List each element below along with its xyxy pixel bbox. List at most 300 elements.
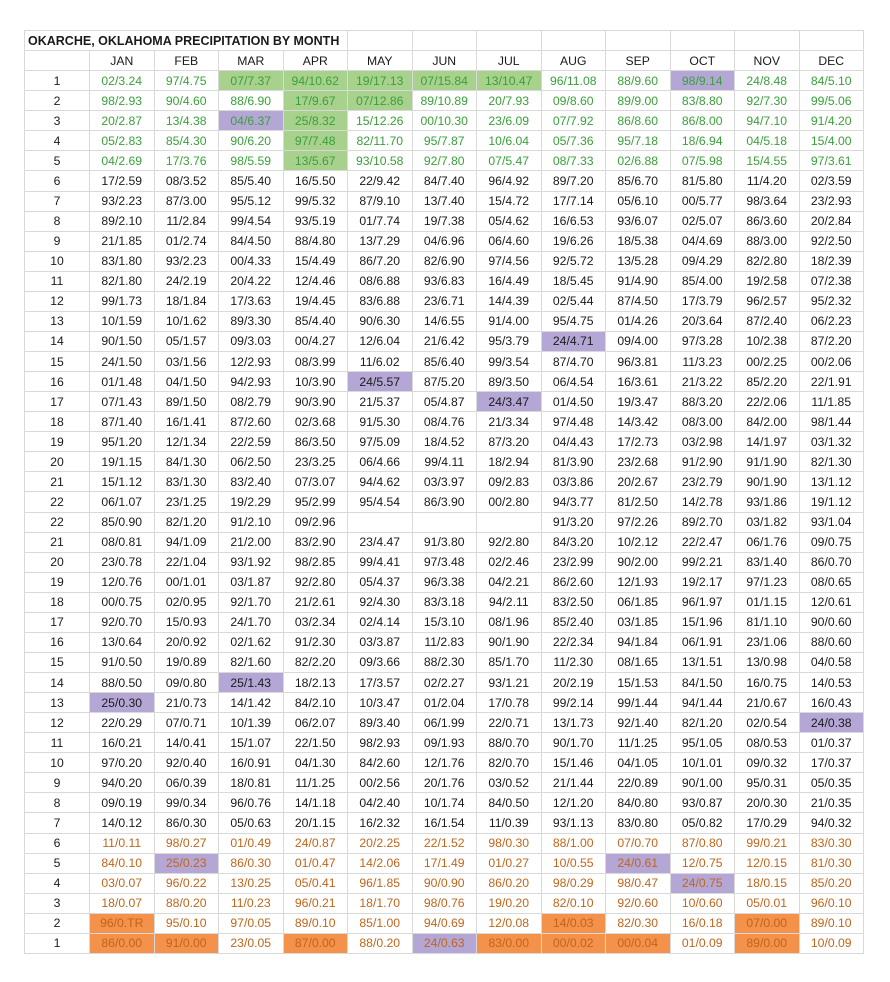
data-cell[interactable]: 94/1.84 <box>606 632 671 652</box>
data-cell[interactable]: 22/0.89 <box>606 773 671 793</box>
data-cell[interactable]: 95/1.20 <box>90 432 155 452</box>
data-cell[interactable]: 04/4.43 <box>541 432 606 452</box>
data-cell[interactable]: 86/3.50 <box>283 432 348 452</box>
data-cell[interactable]: 83/1.80 <box>90 251 155 271</box>
empty-cell[interactable] <box>25 51 90 71</box>
data-cell[interactable]: 23/2.99 <box>541 552 606 572</box>
data-cell[interactable]: 13/0.25 <box>219 873 284 893</box>
data-cell[interactable]: 15/1.53 <box>606 673 671 693</box>
data-cell[interactable]: 99/4.11 <box>412 452 477 472</box>
data-cell[interactable]: 88/4.80 <box>283 231 348 251</box>
data-cell[interactable]: 03/3.87 <box>348 632 413 652</box>
data-cell[interactable]: 13/1.12 <box>799 472 864 492</box>
data-cell[interactable]: 93/6.83 <box>412 271 477 291</box>
data-cell[interactable]: 18/5.38 <box>606 231 671 251</box>
data-cell[interactable]: 08/2.79 <box>219 392 284 412</box>
data-cell[interactable]: 04/5.18 <box>735 131 800 151</box>
empty-cell[interactable] <box>606 31 671 51</box>
data-cell[interactable]: 09/0.80 <box>154 673 219 693</box>
data-cell[interactable]: 97/2.26 <box>606 512 671 532</box>
data-cell[interactable]: 96/11.08 <box>541 71 606 91</box>
data-cell[interactable]: 25/0.30 <box>90 693 155 713</box>
data-cell[interactable]: 93/1.21 <box>477 673 542 693</box>
data-cell[interactable]: 00/5.77 <box>670 191 735 211</box>
data-cell[interactable]: 08/6.88 <box>348 271 413 291</box>
data-cell[interactable]: 85/0.20 <box>799 873 864 893</box>
data-cell[interactable]: 87/2.60 <box>219 412 284 432</box>
rank-label[interactable]: 20 <box>25 552 90 572</box>
data-cell[interactable]: 98/2.85 <box>283 552 348 572</box>
data-cell[interactable]: 24/1.70 <box>219 612 284 632</box>
data-cell[interactable]: 88/3.00 <box>735 231 800 251</box>
data-cell[interactable]: 03/1.82 <box>735 512 800 532</box>
data-cell[interactable]: 83/3.18 <box>412 592 477 612</box>
data-cell[interactable]: 82/1.60 <box>219 652 284 672</box>
data-cell[interactable]: 98/0.30 <box>477 833 542 853</box>
data-cell[interactable]: 13/7.29 <box>348 231 413 251</box>
data-cell[interactable]: 89/0.10 <box>283 913 348 933</box>
rank-label[interactable]: 5 <box>25 151 90 171</box>
data-cell[interactable]: 16/0.91 <box>219 753 284 773</box>
data-cell[interactable]: 91/1.90 <box>735 452 800 472</box>
data-cell[interactable]: 93/1.86 <box>735 492 800 512</box>
data-cell[interactable]: 17/0.78 <box>477 693 542 713</box>
data-cell[interactable]: 11/0.11 <box>90 833 155 853</box>
data-cell[interactable]: 98/5.59 <box>219 151 284 171</box>
data-cell[interactable]: 96/3.38 <box>412 572 477 592</box>
rank-label[interactable]: 6 <box>25 833 90 853</box>
data-cell[interactable]: 96/4.92 <box>477 171 542 191</box>
rank-label[interactable]: 9 <box>25 231 90 251</box>
data-cell[interactable]: 21/5.37 <box>348 392 413 412</box>
data-cell[interactable]: 24/0.61 <box>606 853 671 873</box>
data-cell[interactable]: 83/1.40 <box>735 552 800 572</box>
data-cell[interactable]: 15/4.55 <box>735 151 800 171</box>
rank-label[interactable]: 4 <box>25 873 90 893</box>
rank-label[interactable]: 2 <box>25 913 90 933</box>
data-cell[interactable]: 88/9.60 <box>606 71 671 91</box>
data-cell[interactable]: 11/4.20 <box>735 171 800 191</box>
rank-label[interactable]: 19 <box>25 572 90 592</box>
data-cell[interactable]: 01/0.47 <box>283 853 348 873</box>
data-cell[interactable]: 05/0.35 <box>799 773 864 793</box>
data-cell[interactable]: 19/0.20 <box>477 893 542 913</box>
data-cell[interactable] <box>348 512 413 532</box>
data-cell[interactable]: 21/1.85 <box>90 231 155 251</box>
data-cell[interactable]: 16/0.21 <box>90 733 155 753</box>
empty-cell[interactable] <box>477 31 542 51</box>
data-cell[interactable]: 23/6.09 <box>477 111 542 131</box>
data-cell[interactable]: 02/5.07 <box>670 211 735 231</box>
data-cell[interactable]: 87/3.00 <box>154 191 219 211</box>
data-cell[interactable]: 08/0.65 <box>799 572 864 592</box>
data-cell[interactable]: 05/6.10 <box>606 191 671 211</box>
data-cell[interactable]: 17/3.79 <box>670 291 735 311</box>
data-cell[interactable]: 13/0.64 <box>90 632 155 652</box>
data-cell[interactable]: 86/3.60 <box>735 211 800 231</box>
data-cell[interactable]: 15/0.93 <box>154 612 219 632</box>
data-cell[interactable]: 17/2.73 <box>606 432 671 452</box>
empty-cell[interactable] <box>412 31 477 51</box>
data-cell[interactable]: 25/1.43 <box>219 673 284 693</box>
data-cell[interactable]: 06/2.50 <box>219 452 284 472</box>
data-cell[interactable]: 88/6.90 <box>219 91 284 111</box>
data-cell[interactable]: 95/4.54 <box>348 492 413 512</box>
rank-label[interactable]: 6 <box>25 171 90 191</box>
data-cell[interactable]: 22/1.52 <box>412 833 477 853</box>
rank-label[interactable]: 17 <box>25 392 90 412</box>
data-cell[interactable]: 89/3.50 <box>477 372 542 392</box>
data-cell[interactable]: 08/7.33 <box>541 151 606 171</box>
data-cell[interactable]: 87/4.70 <box>541 352 606 372</box>
data-cell[interactable]: 84/5.10 <box>799 71 864 91</box>
data-cell[interactable]: 19/2.17 <box>670 572 735 592</box>
data-cell[interactable]: 20/7.93 <box>477 91 542 111</box>
data-cell[interactable]: 97/3.48 <box>412 552 477 572</box>
empty-cell[interactable] <box>799 31 864 51</box>
data-cell[interactable]: 18/0.07 <box>90 893 155 913</box>
data-cell[interactable]: 82/6.90 <box>412 251 477 271</box>
data-cell[interactable]: 10/2.12 <box>606 532 671 552</box>
data-cell[interactable]: 91/0.50 <box>90 652 155 672</box>
data-cell[interactable]: 97/1.23 <box>735 572 800 592</box>
rank-label[interactable]: 22 <box>25 492 90 512</box>
data-cell[interactable]: 25/0.23 <box>154 853 219 873</box>
data-cell[interactable]: 21/3.34 <box>477 412 542 432</box>
data-cell[interactable]: 84/7.40 <box>412 171 477 191</box>
data-cell[interactable]: 98/1.44 <box>799 412 864 432</box>
data-cell[interactable]: 05/4.87 <box>412 392 477 412</box>
data-cell[interactable]: 09/0.32 <box>735 753 800 773</box>
data-cell[interactable]: 90/1.90 <box>477 632 542 652</box>
data-cell[interactable]: 06/1.85 <box>606 592 671 612</box>
data-cell[interactable]: 23/1.06 <box>735 632 800 652</box>
data-cell[interactable]: 93/1.13 <box>541 813 606 833</box>
data-cell[interactable]: 98/2.93 <box>90 91 155 111</box>
data-cell[interactable]: 88/0.60 <box>799 632 864 652</box>
data-cell[interactable]: 20/1.15 <box>283 813 348 833</box>
data-cell[interactable]: 01/4.26 <box>606 311 671 331</box>
data-cell[interactable]: 92/4.30 <box>348 592 413 612</box>
data-cell[interactable]: 92/0.40 <box>154 753 219 773</box>
data-cell[interactable]: 06/1.76 <box>735 532 800 552</box>
data-cell[interactable]: 87/5.20 <box>412 372 477 392</box>
data-cell[interactable]: 86/0.30 <box>154 813 219 833</box>
data-cell[interactable]: 12/0.15 <box>735 853 800 873</box>
data-cell[interactable]: 99/5.06 <box>799 91 864 111</box>
data-cell[interactable]: 87/4.50 <box>606 291 671 311</box>
data-cell[interactable]: 96/0.TR <box>90 913 155 933</box>
data-cell[interactable]: 87/3.20 <box>477 432 542 452</box>
data-cell[interactable]: 15/1.12 <box>90 472 155 492</box>
data-cell[interactable]: 18/0.15 <box>735 873 800 893</box>
data-cell[interactable]: 92/1.40 <box>606 713 671 733</box>
data-cell[interactable]: 95/4.75 <box>541 311 606 331</box>
data-cell[interactable]: 17/2.59 <box>90 171 155 191</box>
month-header[interactable]: JUN <box>412 51 477 71</box>
data-cell[interactable]: 87/0.00 <box>283 933 348 953</box>
data-cell[interactable]: 10/3.90 <box>283 372 348 392</box>
rank-label[interactable]: 14 <box>25 331 90 351</box>
data-cell[interactable]: 03/1.87 <box>219 572 284 592</box>
data-cell[interactable]: 21/0.35 <box>799 793 864 813</box>
data-cell[interactable]: 07/0.71 <box>154 713 219 733</box>
data-cell[interactable]: 11/0.23 <box>219 893 284 913</box>
data-cell[interactable]: 91/5.30 <box>348 412 413 432</box>
data-cell[interactable]: 15/1.46 <box>541 753 606 773</box>
data-cell[interactable]: 15/4.00 <box>799 131 864 151</box>
rank-label[interactable]: 13 <box>25 693 90 713</box>
data-cell[interactable]: 94/0.69 <box>412 913 477 933</box>
rank-label[interactable]: 19 <box>25 432 90 452</box>
month-header[interactable]: JUL <box>477 51 542 71</box>
data-cell[interactable]: 11/6.02 <box>348 352 413 372</box>
data-cell[interactable]: 86/0.70 <box>799 552 864 572</box>
data-cell[interactable]: 01/2.74 <box>154 231 219 251</box>
data-cell[interactable]: 91/3.20 <box>541 512 606 532</box>
rank-label[interactable]: 8 <box>25 793 90 813</box>
data-cell[interactable]: 21/2.00 <box>219 532 284 552</box>
data-cell[interactable]: 83/6.88 <box>348 291 413 311</box>
data-cell[interactable]: 00/2.56 <box>348 773 413 793</box>
data-cell[interactable]: 97/4.56 <box>477 251 542 271</box>
data-cell[interactable]: 12/1.20 <box>541 793 606 813</box>
data-cell[interactable]: 86/8.60 <box>606 111 671 131</box>
data-cell[interactable]: 19/2.58 <box>735 271 800 291</box>
data-cell[interactable]: 23/0.78 <box>90 552 155 572</box>
rank-label[interactable]: 2 <box>25 91 90 111</box>
month-header[interactable]: FEB <box>154 51 219 71</box>
data-cell[interactable]: 12/0.75 <box>670 853 735 873</box>
month-header[interactable]: MAY <box>348 51 413 71</box>
data-cell[interactable]: 06/4.60 <box>477 231 542 251</box>
data-cell[interactable]: 02/2.27 <box>412 673 477 693</box>
data-cell[interactable]: 05/0.41 <box>283 873 348 893</box>
data-cell[interactable]: 04/1.30 <box>283 753 348 773</box>
data-cell[interactable]: 05/1.57 <box>154 331 219 351</box>
data-cell[interactable]: 16/0.75 <box>735 673 800 693</box>
data-cell[interactable]: 98/2.93 <box>348 733 413 753</box>
data-cell[interactable]: 90/6.20 <box>219 131 284 151</box>
data-cell[interactable]: 95/0.31 <box>735 773 800 793</box>
data-cell[interactable]: 14/2.06 <box>348 853 413 873</box>
data-cell[interactable]: 11/3.23 <box>670 352 735 372</box>
rank-label[interactable]: 4 <box>25 131 90 151</box>
data-cell[interactable]: 98/0.47 <box>606 873 671 893</box>
data-cell[interactable]: 13/7.40 <box>412 191 477 211</box>
data-cell[interactable]: 97/3.61 <box>799 151 864 171</box>
data-cell[interactable]: 82/1.20 <box>154 512 219 532</box>
data-cell[interactable]: 23/2.93 <box>799 191 864 211</box>
rank-label[interactable]: 15 <box>25 652 90 672</box>
data-cell[interactable]: 02/4.14 <box>348 612 413 632</box>
data-cell[interactable]: 91/4.90 <box>606 271 671 291</box>
data-cell[interactable]: 98/0.29 <box>541 873 606 893</box>
data-cell[interactable]: 22/0.71 <box>477 713 542 733</box>
data-cell[interactable]: 82/1.80 <box>90 271 155 291</box>
data-cell[interactable]: 04/6.37 <box>219 111 284 131</box>
data-cell[interactable]: 07/2.38 <box>799 271 864 291</box>
data-cell[interactable]: 17/3.63 <box>219 291 284 311</box>
data-cell[interactable]: 22/2.06 <box>735 392 800 412</box>
data-cell[interactable]: 82/1.30 <box>799 452 864 472</box>
data-cell[interactable]: 08/1.65 <box>606 652 671 672</box>
data-cell[interactable]: 08/4.76 <box>412 412 477 432</box>
data-cell[interactable]: 81/3.90 <box>541 452 606 472</box>
data-cell[interactable]: 11/1.25 <box>283 773 348 793</box>
data-cell[interactable]: 98/0.27 <box>154 833 219 853</box>
data-cell[interactable]: 08/3.00 <box>670 412 735 432</box>
data-cell[interactable]: 92/0.60 <box>606 893 671 913</box>
data-cell[interactable]: 01/0.37 <box>799 733 864 753</box>
data-cell[interactable]: 20/2.87 <box>90 111 155 131</box>
data-cell[interactable]: 88/0.70 <box>477 733 542 753</box>
data-cell[interactable]: 07/7.37 <box>219 71 284 91</box>
data-cell[interactable]: 07/15.84 <box>412 71 477 91</box>
data-cell[interactable]: 24/0.63 <box>412 933 477 953</box>
month-header[interactable]: APR <box>283 51 348 71</box>
data-cell[interactable]: 02/0.95 <box>154 592 219 612</box>
data-cell[interactable]: 14/1.97 <box>735 432 800 452</box>
data-cell[interactable]: 16/0.18 <box>670 913 735 933</box>
data-cell[interactable]: 16/4.49 <box>477 271 542 291</box>
data-cell[interactable]: 07/5.47 <box>477 151 542 171</box>
data-cell[interactable]: 12/0.08 <box>477 913 542 933</box>
rank-label[interactable]: 14 <box>25 673 90 693</box>
data-cell[interactable]: 12/0.76 <box>90 572 155 592</box>
data-cell[interactable]: 24/0.38 <box>799 713 864 733</box>
data-cell[interactable]: 90/2.00 <box>606 552 671 572</box>
data-cell[interactable]: 14/3.42 <box>606 412 671 432</box>
data-cell[interactable]: 22/2.47 <box>670 532 735 552</box>
data-cell[interactable]: 14/0.41 <box>154 733 219 753</box>
data-cell[interactable]: 85/5.40 <box>219 171 284 191</box>
data-cell[interactable]: 22/0.29 <box>90 713 155 733</box>
data-cell[interactable]: 95/7.18 <box>606 131 671 151</box>
data-cell[interactable]: 93/2.23 <box>154 251 219 271</box>
data-cell[interactable]: 14/6.55 <box>412 311 477 331</box>
data-cell[interactable]: 91/2.30 <box>283 632 348 652</box>
data-cell[interactable]: 86/2.60 <box>541 572 606 592</box>
data-cell[interactable]: 18/4.52 <box>412 432 477 452</box>
data-cell[interactable]: 85/6.40 <box>412 352 477 372</box>
data-cell[interactable]: 25/8.32 <box>283 111 348 131</box>
data-cell[interactable]: 96/0.76 <box>219 793 284 813</box>
data-cell[interactable]: 15/4.49 <box>283 251 348 271</box>
data-cell[interactable]: 14/1.42 <box>219 693 284 713</box>
data-cell[interactable]: 97/0.05 <box>219 913 284 933</box>
empty-cell[interactable] <box>348 31 413 51</box>
data-cell[interactable]: 90/1.90 <box>735 472 800 492</box>
rank-label[interactable]: 1 <box>25 71 90 91</box>
data-cell[interactable]: 09/3.66 <box>348 652 413 672</box>
data-cell[interactable]: 14/1.18 <box>283 793 348 813</box>
data-cell[interactable]: 83/0.80 <box>606 813 671 833</box>
data-cell[interactable]: 04/2.40 <box>348 793 413 813</box>
data-cell[interactable]: 90/1.00 <box>670 773 735 793</box>
data-cell[interactable]: 86/7.20 <box>348 251 413 271</box>
data-cell[interactable]: 22/9.42 <box>348 171 413 191</box>
data-cell[interactable]: 87/2.20 <box>799 331 864 351</box>
data-cell[interactable]: 94/0.32 <box>799 813 864 833</box>
data-cell[interactable]: 97/0.20 <box>90 753 155 773</box>
data-cell[interactable]: 94/2.11 <box>477 592 542 612</box>
data-cell[interactable]: 83/0.00 <box>477 933 542 953</box>
data-cell[interactable]: 84/3.20 <box>541 532 606 552</box>
rank-label[interactable]: 15 <box>25 352 90 372</box>
data-cell[interactable]: 96/0.10 <box>799 893 864 913</box>
data-cell[interactable]: 81/1.10 <box>735 612 800 632</box>
data-cell[interactable]: 92/1.70 <box>219 592 284 612</box>
data-cell[interactable]: 12/1.93 <box>606 572 671 592</box>
data-cell[interactable]: 00/0.04 <box>606 933 671 953</box>
rank-label[interactable]: 5 <box>25 853 90 873</box>
data-cell[interactable]: 88/2.30 <box>412 652 477 672</box>
data-cell[interactable]: 00/10.30 <box>412 111 477 131</box>
data-cell[interactable]: 95/1.05 <box>670 733 735 753</box>
month-header[interactable]: MAR <box>219 51 284 71</box>
data-cell[interactable]: 85/4.30 <box>154 131 219 151</box>
data-cell[interactable]: 84/0.80 <box>606 793 671 813</box>
data-cell[interactable]: 04/1.50 <box>154 372 219 392</box>
data-cell[interactable]: 01/0.49 <box>219 833 284 853</box>
data-cell[interactable]: 19/1.15 <box>90 452 155 472</box>
data-cell[interactable]: 18/5.45 <box>541 271 606 291</box>
rank-label[interactable]: 10 <box>25 251 90 271</box>
data-cell[interactable]: 02/6.88 <box>606 151 671 171</box>
data-cell[interactable]: 10/0.09 <box>799 933 864 953</box>
data-cell[interactable]: 87/9.10 <box>348 191 413 211</box>
data-cell[interactable]: 93/1.92 <box>219 552 284 572</box>
data-cell[interactable]: 10/0.60 <box>670 893 735 913</box>
data-cell[interactable]: 86/8.00 <box>670 111 735 131</box>
data-cell[interactable]: 88/1.00 <box>541 833 606 853</box>
data-cell[interactable]: 88/0.20 <box>348 933 413 953</box>
data-cell[interactable]: 01/2.04 <box>412 693 477 713</box>
data-cell[interactable]: 02/3.24 <box>90 71 155 91</box>
data-cell[interactable]: 96/1.85 <box>348 873 413 893</box>
empty-cell[interactable] <box>670 31 735 51</box>
data-cell[interactable]: 99/4.54 <box>219 211 284 231</box>
data-cell[interactable]: 83/0.30 <box>799 833 864 853</box>
data-cell[interactable]: 24/0.75 <box>670 873 735 893</box>
month-header[interactable]: AUG <box>541 51 606 71</box>
data-cell[interactable]: 20/0.92 <box>154 632 219 652</box>
data-cell[interactable]: 93/0.87 <box>670 793 735 813</box>
data-cell[interactable]: 91/4.20 <box>799 111 864 131</box>
data-cell[interactable]: 96/0.22 <box>154 873 219 893</box>
data-cell[interactable]: 13/1.51 <box>670 652 735 672</box>
data-cell[interactable]: 23/2.79 <box>670 472 735 492</box>
data-cell[interactable]: 97/4.75 <box>154 71 219 91</box>
data-cell[interactable]: 91/4.00 <box>477 311 542 331</box>
data-cell[interactable]: 03/1.85 <box>606 612 671 632</box>
data-cell[interactable]: 11/1.85 <box>799 392 864 412</box>
data-cell[interactable]: 92/2.80 <box>477 532 542 552</box>
data-cell[interactable] <box>477 512 542 532</box>
month-header[interactable]: SEP <box>606 51 671 71</box>
data-cell[interactable]: 12/0.61 <box>799 592 864 612</box>
data-cell[interactable]: 15/1.07 <box>219 733 284 753</box>
data-cell[interactable]: 11/2.84 <box>154 211 219 231</box>
data-cell[interactable]: 89/2.10 <box>90 211 155 231</box>
data-cell[interactable]: 00/4.27 <box>283 331 348 351</box>
data-cell[interactable]: 20/1.76 <box>412 773 477 793</box>
data-cell[interactable]: 20/2.25 <box>348 833 413 853</box>
data-cell[interactable]: 23/0.05 <box>219 933 284 953</box>
data-cell[interactable]: 93/10.58 <box>348 151 413 171</box>
data-cell[interactable]: 11/0.39 <box>477 813 542 833</box>
